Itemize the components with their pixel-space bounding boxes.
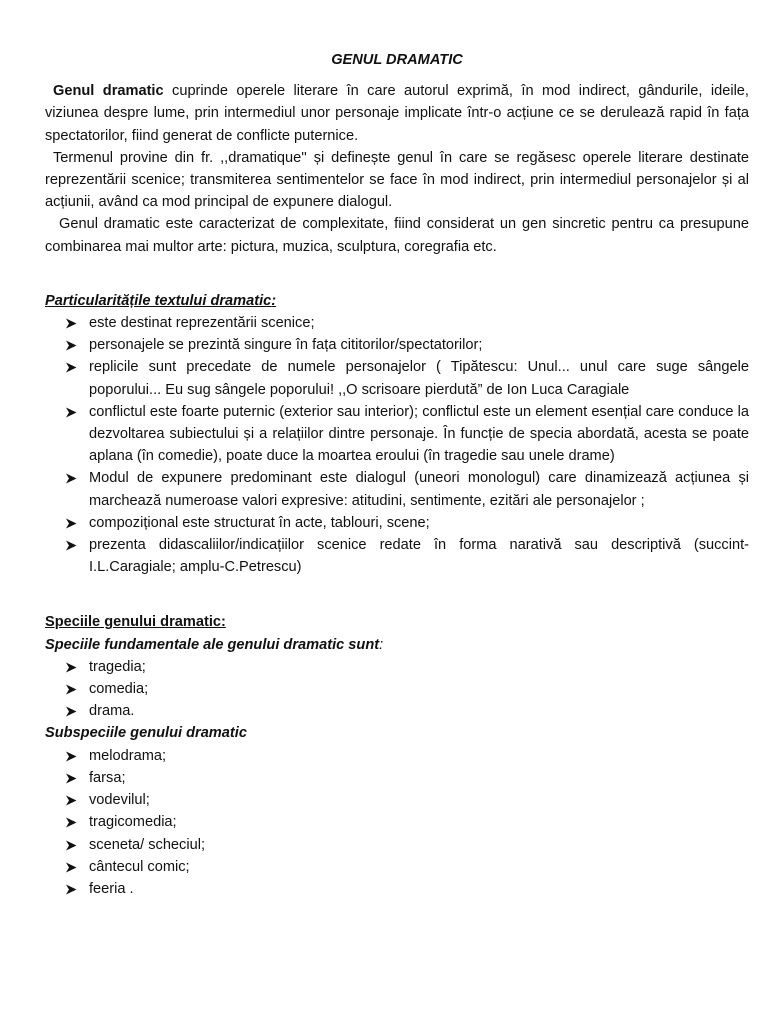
particularitati-heading-text: Particularitățile textului dramatic <box>45 292 272 309</box>
list-item <box>89 767 749 789</box>
list-item <box>89 334 749 356</box>
spacer <box>45 578 749 611</box>
list-item <box>89 745 749 767</box>
intro-paragraph <box>45 80 749 147</box>
list-item <box>89 834 749 856</box>
list-item-text: conflictul este foarte puternic (exterior sau interior); conflictul este un element esențial care conduce la dezvoltarea subiectului și a relațiilor dintre personaje. În funcție de specia abordată, acesta se poate aplana (în comedie), poate duce la moartea eroului (în tragedie sau unele drame) <box>89 403 749 465</box>
list-item-text: melodrama; <box>89 747 167 764</box>
arrowhead-bullet-icon <box>65 467 79 489</box>
list-item-text: vodevilul; <box>89 792 150 809</box>
list-item <box>89 878 749 900</box>
arrowhead-bullet-icon <box>65 745 79 767</box>
subspecii-list <box>45 745 749 900</box>
list-item <box>89 401 749 468</box>
arrowhead-bullet-icon <box>65 312 79 334</box>
particularitati-heading <box>45 290 749 312</box>
list-item-text: prezenta didascaliilor/indicațiilor scenice redate în forma narativă sau descriptivă (succint-I.L.Caragiale; amplu-C.Petrescu) <box>89 537 749 576</box>
spacer <box>45 258 749 290</box>
intro-lead: Genul dramatic <box>53 83 164 100</box>
arrowhead-bullet-icon <box>65 534 79 556</box>
fundamentale-list <box>45 656 749 723</box>
list-item <box>89 356 749 400</box>
list-item-text: replicile sunt precedate de numele personajelor ( Tipătescu: Unul... unul care suge sângele poporului... Eu sug sângele poporului! ,,O scrisoare pierdută” de Ion Luca Caragiale <box>89 359 749 398</box>
list-item <box>89 678 749 700</box>
arrowhead-bullet-icon <box>65 700 79 722</box>
list-item <box>89 512 749 534</box>
arrowhead-bullet-icon <box>65 401 79 423</box>
arrowhead-bullet-icon <box>65 334 79 356</box>
list-item <box>89 656 749 678</box>
intro-text: cuprinde operele literare în care autorul exprimă, în mod indirect, gândurile, ideile, viziunea despre lume, prin intermediul unor personaje implicate într-o acțiune ce se derulează rapid în fața spectatorilor, fiind generat de conflicte puternice. <box>45 83 749 144</box>
arrowhead-bullet-icon <box>65 512 79 534</box>
list-item <box>89 312 749 334</box>
list-item <box>89 789 749 811</box>
arrowhead-bullet-icon <box>65 356 79 378</box>
list-item <box>89 700 749 722</box>
list-item-text: Modul de expunere predominant este dialogul (uneori monologul) care dinamizează acțiunea și marchează numeroase valori expresive: atitudini, sentimente, ezitări ale personajelor ; <box>89 470 749 509</box>
list-item-text: sceneta/ scheciul; <box>89 836 206 853</box>
arrowhead-bullet-icon <box>65 878 79 900</box>
list-item-text: tragedia; <box>89 658 146 675</box>
list-item-text: tragicomedia; <box>89 814 177 831</box>
particularitati-list <box>45 312 749 578</box>
list-item-text: cântecul comic; <box>89 858 190 875</box>
list-item-text: este destinat reprezentării scenice; <box>89 315 315 332</box>
list-item <box>89 534 749 578</box>
list-item <box>89 467 749 511</box>
paragraph-origin: Termenul provine din fr. ,,dramatique'' și definește genul în care se regăsesc operele literare destinate reprezentării scenice; transmiterea sentimentelor se face în mod indirect, prin intermediul personajelor și al acțiunii, având ca mod principal de expunere dialogul. <box>45 149 749 211</box>
fundamentale-heading-suffix: : <box>379 636 384 653</box>
list-item-text: comedia; <box>89 681 149 698</box>
list-item <box>89 811 749 833</box>
list-item-text: drama. <box>89 703 135 720</box>
list-item-text: feeria . <box>89 880 134 897</box>
fundamentale-heading <box>45 634 749 656</box>
arrowhead-bullet-icon <box>65 789 79 811</box>
arrowhead-bullet-icon <box>65 834 79 856</box>
list-item <box>89 856 749 878</box>
arrowhead-bullet-icon <box>65 678 79 700</box>
fundamentale-heading-text: Speciile fundamentale ale genului dramatic sunt <box>45 636 380 653</box>
speciile-heading: Speciile genului dramatic: <box>45 614 226 631</box>
arrowhead-bullet-icon <box>65 856 79 878</box>
paragraph-complexity: Genul dramatic este caracterizat de complexitate, fiind considerat un gen sincretic pentru ca presupune combinarea mai multor arte: pictura, muzica, sculptura, coregrafia etc. <box>45 216 749 255</box>
list-item-text: farsa; <box>89 769 126 786</box>
subspecii-heading: Subspeciile genului dramatic <box>45 725 247 742</box>
list-item-text: compozițional este structurat în acte, tablouri, scene; <box>89 514 430 531</box>
particularitati-heading-suffix: : <box>271 292 277 309</box>
arrowhead-bullet-icon <box>65 656 79 678</box>
list-item-text: personajele se prezintă singure în fața cititorilor/spectatorilor; <box>89 337 483 354</box>
document-title: GENUL DRAMATIC <box>331 52 463 68</box>
arrowhead-bullet-icon <box>65 767 79 789</box>
arrowhead-bullet-icon <box>65 811 79 833</box>
